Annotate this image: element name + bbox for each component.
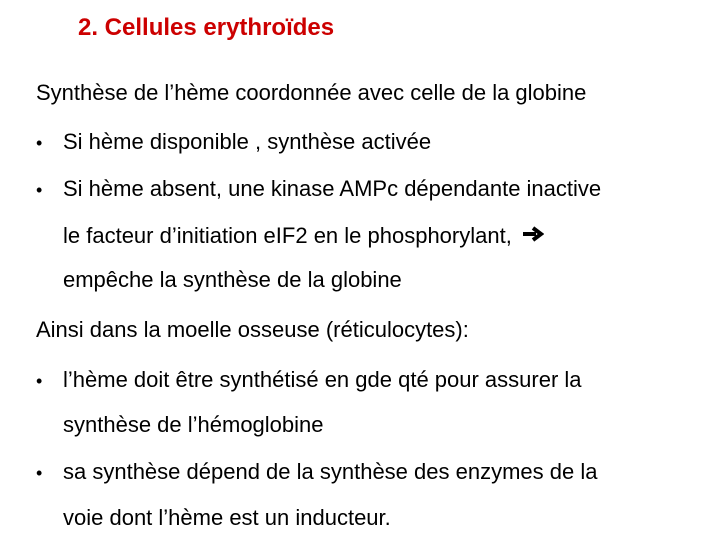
bullet-text-continued: empêche la synthèse de la globine [63, 267, 402, 292]
bullet-text: Si hème absent, une kinase AMPc dépendante inactive [63, 176, 602, 201]
bullet-marker: • [36, 180, 43, 200]
bullet-marker: • [36, 371, 43, 391]
section-text: Ainsi dans la moelle osseuse (réticulocytes): [36, 317, 469, 342]
bullet-marker: • [36, 133, 43, 153]
bullet-text: l’hème doit être synthétisé en gde qté pour assurer la [63, 367, 582, 392]
bullet-text: Si hème disponible , synthèse activée [63, 129, 432, 154]
bullet-marker: • [36, 463, 43, 483]
bullet-text-continued [63, 223, 544, 250]
right-arrow-icon [522, 222, 544, 248]
bullet-text: sa synthèse dépend de la synthèse des enzymes de la [63, 459, 598, 484]
bullet-text-continued: voie dont l’hème est un inducteur. [63, 505, 391, 530]
bullet-text-line: le facteur d’initiation eIF2 en le phosphorylant, [63, 223, 512, 248]
slide-title: 2. Cellules erythroïdes [78, 14, 335, 41]
bullet-text-continued: synthèse de l’hémoglobine [63, 412, 324, 437]
intro-text: Synthèse de l’hème coordonnée avec celle de la globine [36, 80, 587, 105]
